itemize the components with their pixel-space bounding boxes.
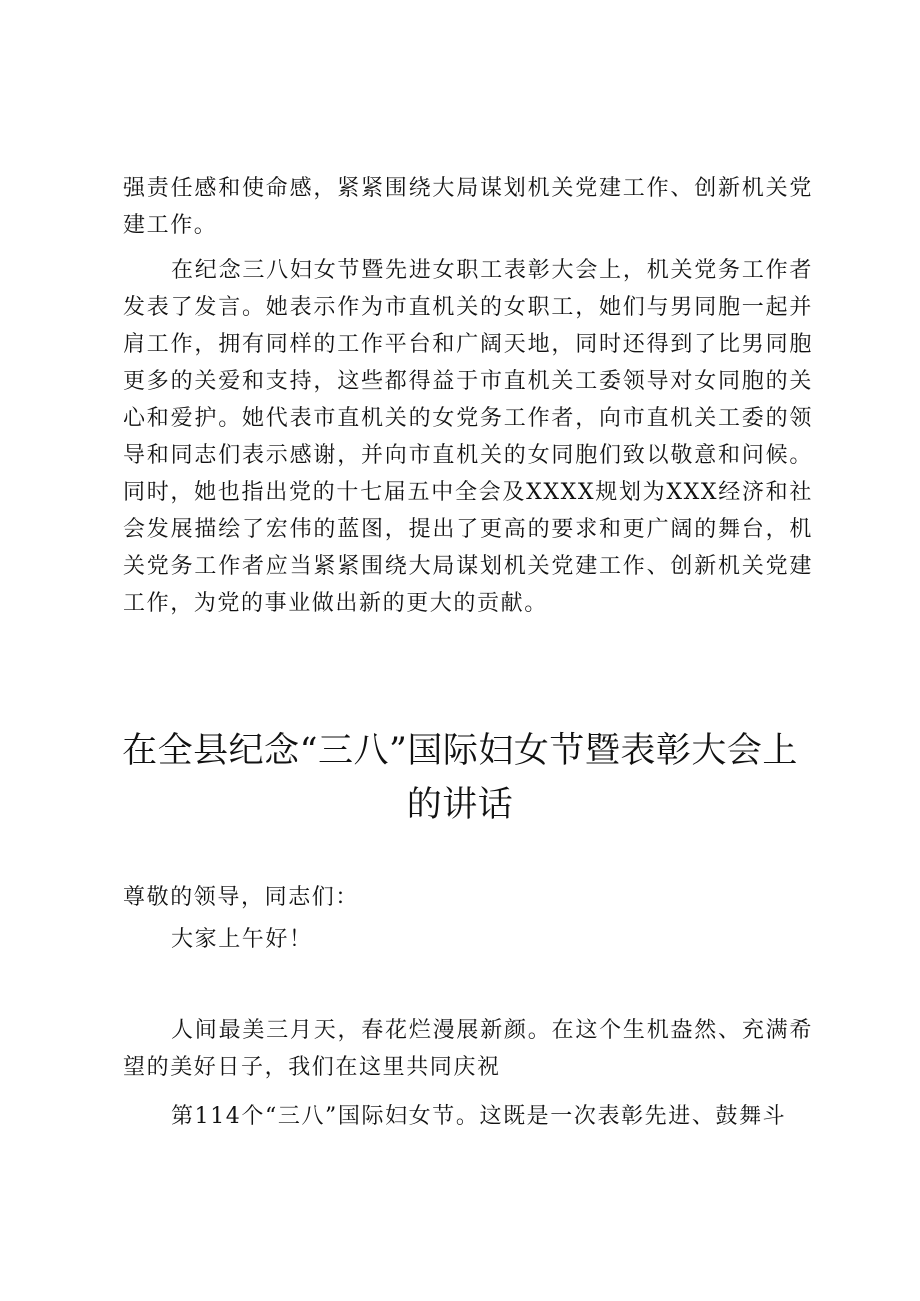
speech-title-line-2: 的讲话 [406,785,514,825]
paragraph-speech-summary: 在纪念三八妇女节暨先进女职工表彰大会上，机关党务工作者发表了发言。她表示作为市直机关的女职工，她们与男同胞一起并肩工作，拥有同样的工作平台和广阔天地，同时还得到了比男同胞更多的关爱和支持，这些都得益于市直机关工委领导对女同胞的关心和爱护。她代表市直机关的女党务工作者，向市直机关工委的领导和同志们表示感谢，并向市直机关的女同胞们致以敬意和问候。同时，她也指出党的十七届五中全会及XXXX规划为XXX经济和社会发展描绘了宏伟的蓝图，提出了更高的要求和更广阔的舞台，机关党务工作者应当紧紧围绕大局谋划机关党建工作、创新机关党建工作，为党的事业做出新的更大的贡献。 [123,258,813,616]
speech-title [100,724,820,832]
paragraph-spring: 人间最美三月天，春花烂漫展新颜。在这个生机盎然、充满希望的美好日子，我们在这里共同庆祝 [123,1018,813,1080]
paragraph-continued: 强责任感和使命感，紧紧围绕大局谋划机关党建工作、创新机关党建工作。 [123,176,813,238]
salutation: 尊敬的领导，同志们： [123,885,360,910]
paragraph-festival: 第114个“三八”国际妇女节。这既是一次表彰先进、鼓舞斗 [171,1104,787,1129]
greeting: 大家上午好！ [171,927,313,952]
speech-title-line-1: 在全县纪念“三八”国际妇女节暨表彰大会上 [122,731,798,771]
